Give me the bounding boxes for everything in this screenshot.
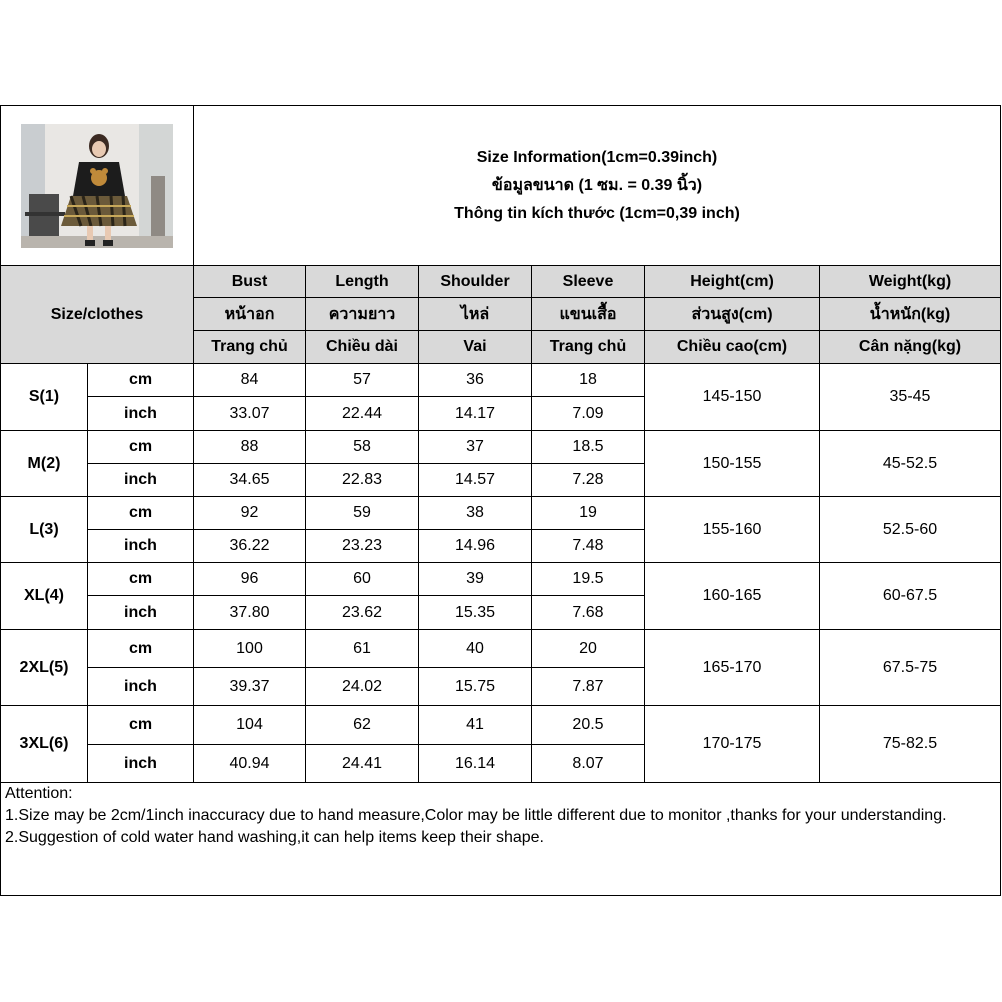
length-inch: 24.41	[306, 745, 419, 783]
length-cm: 60	[306, 563, 419, 596]
length-inch: 24.02	[306, 668, 419, 706]
length-cm: 58	[306, 431, 419, 464]
length-inch: 23.23	[306, 530, 419, 563]
size-row-cm	[1, 563, 1001, 596]
header-sleeve-th: แขนเสื้อ	[532, 298, 645, 331]
unit-cm: cm	[88, 497, 194, 530]
header-sleeve-vi: Trang chủ	[532, 331, 645, 364]
bust-inch: 37.80	[194, 596, 306, 630]
unit-cm: cm	[88, 630, 194, 668]
weight-range: 35-45	[820, 364, 1001, 431]
bust-cm: 104	[194, 706, 306, 745]
height-range: 160-165	[645, 563, 820, 630]
size-label: S(1)	[1, 364, 88, 431]
unit-inch: inch	[88, 530, 194, 563]
bust-cm: 96	[194, 563, 306, 596]
size-label: 3XL(6)	[1, 706, 88, 783]
sleeve-cm: 20	[532, 630, 645, 668]
length-inch: 22.83	[306, 464, 419, 497]
length-cm: 57	[306, 364, 419, 397]
size-info-title	[194, 106, 1001, 266]
header-length-en: Length	[306, 266, 419, 298]
header-height-en: Height(cm)	[645, 266, 820, 298]
sleeve-cm: 18	[532, 364, 645, 397]
size-label: M(2)	[1, 431, 88, 497]
sleeve-inch: 7.48	[532, 530, 645, 563]
weight-range: 75-82.5	[820, 706, 1001, 783]
product-photo-image	[21, 124, 173, 248]
height-range: 150-155	[645, 431, 820, 497]
shoulder-cm: 37	[419, 431, 532, 464]
sleeve-inch: 7.87	[532, 668, 645, 706]
shoulder-cm: 38	[419, 497, 532, 530]
unit-inch: inch	[88, 668, 194, 706]
header-weight-vi: Cân nặng(kg)	[820, 331, 1001, 364]
size-chart-body	[1, 106, 1001, 896]
header-shoulder-vi: Vai	[419, 331, 532, 364]
bust-inch: 40.94	[194, 745, 306, 783]
bust-cm: 92	[194, 497, 306, 530]
size-label: XL(4)	[1, 563, 88, 630]
sleeve-cm: 19	[532, 497, 645, 530]
header-bust-vi: Trang chủ	[194, 331, 306, 364]
header-weight-th: น้ำหนัก(kg)	[820, 298, 1001, 331]
header-bust-th: หน้าอก	[194, 298, 306, 331]
title-line-th: ข้อมูลขนาด (1 ซม. = 0.39 นิ้ว)	[491, 176, 703, 194]
bust-cm: 100	[194, 630, 306, 668]
header-row-en	[1, 266, 1001, 298]
header-weight-en: Weight(kg)	[820, 266, 1001, 298]
size-row-cm	[1, 706, 1001, 745]
unit-cm: cm	[88, 563, 194, 596]
title-line-en: Size Information(1cm=0.39inch)	[476, 148, 718, 166]
unit-inch: inch	[88, 596, 194, 630]
length-cm: 59	[306, 497, 419, 530]
sleeve-cm: 19.5	[532, 563, 645, 596]
size-row-cm	[1, 431, 1001, 464]
bust-inch: 39.37	[194, 668, 306, 706]
bust-inch: 34.65	[194, 464, 306, 497]
shoulder-cm: 39	[419, 563, 532, 596]
unit-cm: cm	[88, 706, 194, 745]
shoulder-inch: 15.35	[419, 596, 532, 630]
bust-cm: 84	[194, 364, 306, 397]
shoulder-inch: 16.14	[419, 745, 532, 783]
shoulder-inch: 14.17	[419, 397, 532, 431]
height-range: 155-160	[645, 497, 820, 563]
size-label: 2XL(5)	[1, 630, 88, 706]
header-length-vi: Chiều dài	[306, 331, 419, 364]
weight-range: 67.5-75	[820, 630, 1001, 706]
product-photo-cell	[1, 106, 194, 266]
height-range: 145-150	[645, 364, 820, 431]
header-height-vi: Chiều cao(cm)	[645, 331, 820, 364]
attention-note-1: 1.Size may be 2cm/1inch inaccuracy due to hand measure,Color may be little different due to monitor ,thanks for your understanding.	[5, 807, 947, 824]
weight-range: 45-52.5	[820, 431, 1001, 497]
header-length-th: ความยาว	[306, 298, 419, 331]
sleeve-inch: 7.68	[532, 596, 645, 630]
header-sleeve-en: Sleeve	[532, 266, 645, 298]
header-bust-en: Bust	[194, 266, 306, 298]
attention-heading: Attention:	[5, 785, 73, 802]
size-clothes-label: Size/clothes	[1, 266, 194, 364]
size-row-cm	[1, 630, 1001, 668]
length-cm: 62	[306, 706, 419, 745]
shoulder-cm: 41	[419, 706, 532, 745]
size-row-cm	[1, 497, 1001, 530]
sleeve-inch: 7.28	[532, 464, 645, 497]
shoulder-inch: 14.96	[419, 530, 532, 563]
bust-inch: 33.07	[194, 397, 306, 431]
shoulder-cm: 36	[419, 364, 532, 397]
sleeve-inch: 8.07	[532, 745, 645, 783]
length-inch: 23.62	[306, 596, 419, 630]
height-range: 165-170	[645, 630, 820, 706]
weight-range: 60-67.5	[820, 563, 1001, 630]
header-height-th: ส่วนสูง(cm)	[645, 298, 820, 331]
unit-inch: inch	[88, 745, 194, 783]
size-row-cm	[1, 364, 1001, 397]
title-line-vi: Thông tin kích thước (1cm=0,39 inch)	[454, 204, 740, 222]
shoulder-inch: 15.75	[419, 668, 532, 706]
title-row	[1, 106, 1001, 266]
sleeve-inch: 7.09	[532, 397, 645, 431]
attention-notes	[1, 783, 1001, 896]
header-shoulder-th: ไหล่	[419, 298, 532, 331]
height-range: 170-175	[645, 706, 820, 783]
unit-inch: inch	[88, 397, 194, 431]
unit-cm: cm	[88, 364, 194, 397]
size-chart-table	[0, 105, 1001, 896]
sleeve-cm: 18.5	[532, 431, 645, 464]
length-cm: 61	[306, 630, 419, 668]
bust-inch: 36.22	[194, 530, 306, 563]
unit-inch: inch	[88, 464, 194, 497]
sleeve-cm: 20.5	[532, 706, 645, 745]
bust-cm: 88	[194, 431, 306, 464]
shoulder-inch: 14.57	[419, 464, 532, 497]
notes-row	[1, 783, 1001, 896]
unit-cm: cm	[88, 431, 194, 464]
attention-note-2: 2.Suggestion of cold water hand washing,it can help items keep their shape.	[5, 829, 544, 846]
weight-range: 52.5-60	[820, 497, 1001, 563]
size-label: L(3)	[1, 497, 88, 563]
header-shoulder-en: Shoulder	[419, 266, 532, 298]
length-inch: 22.44	[306, 397, 419, 431]
shoulder-cm: 40	[419, 630, 532, 668]
